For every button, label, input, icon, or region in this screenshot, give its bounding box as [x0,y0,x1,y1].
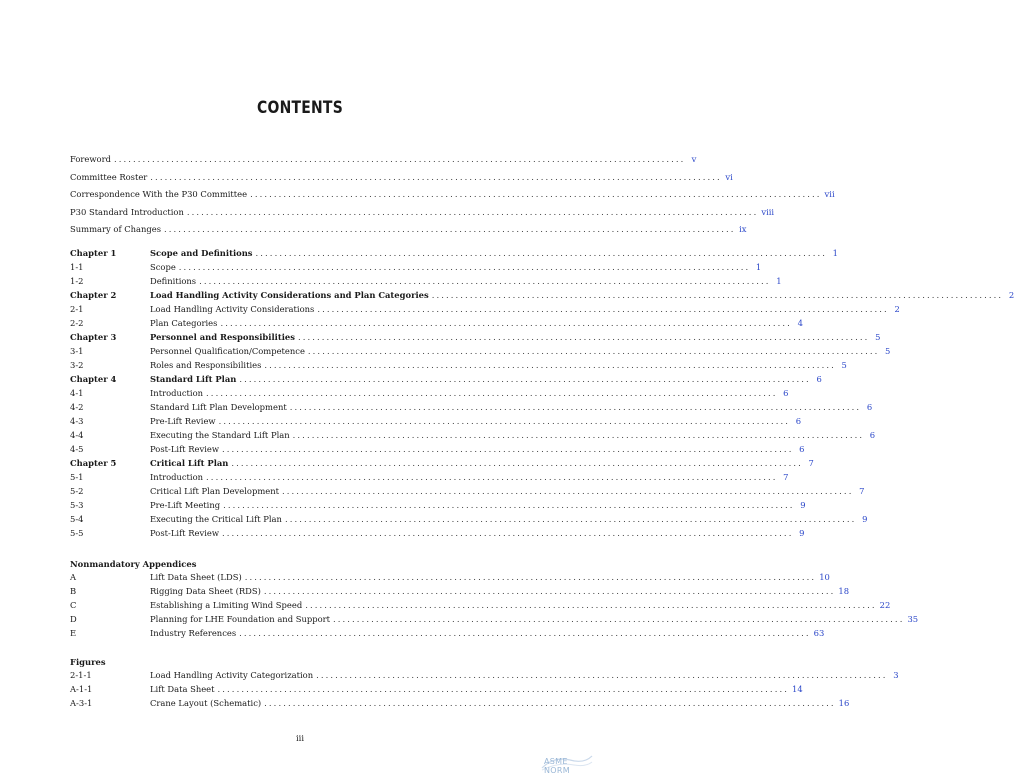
toc-page-link[interactable]: 35 [907,614,919,624]
toc-entry-label[interactable]: Standard Lift Plan Development [150,402,287,412]
dot-leader: ........................................................................................................................ [199,276,771,286]
toc-entry[interactable] [70,344,891,358]
toc-entry[interactable] [70,170,733,184]
dot-leader: ........................................................................................................................ [164,224,736,234]
toc-page-link[interactable]: 6 [795,416,802,426]
dot-leader: ........................................................................................................................ [333,614,905,624]
dot-leader: ........................................................................................................................ [222,528,794,538]
toc-entry-label[interactable]: Load Handling Activity Considerations [150,304,315,314]
toc-entry[interactable] [70,512,868,526]
toc-entry-label[interactable]: Executing the Standard Lift Plan [150,430,290,440]
toc-entry[interactable] [70,400,873,414]
toc-entry-number: 4-3 [70,416,84,426]
toc-entry[interactable] [70,584,850,598]
toc-page-link[interactable]: 22 [879,600,891,610]
toc-entry-number: Chapter 3 [70,332,117,342]
toc-page-link[interactable]: 5 [841,360,847,370]
toc-entry[interactable] [70,316,803,330]
toc-entry-label[interactable]: Establishing a Limiting Wind Speed [150,600,303,610]
toc-entry[interactable] [70,260,762,274]
toc-entry-label[interactable]: Definitions [150,276,197,286]
toc-entry-label[interactable]: Critical Lift Plan Development [150,486,279,496]
toc-page-link[interactable]: 16 [838,698,850,708]
contents-title: CONTENTS [257,98,343,118]
toc-entry[interactable] [70,626,825,640]
toc-entry-number: 5-2 [70,486,84,496]
toc-entry-number: 4-1 [70,388,84,398]
toc-entry-label[interactable]: Lift Data Sheet (LDS) [150,572,242,582]
toc-entry[interactable] [70,696,850,710]
dot-leader: ........................................................................................................................ [292,430,865,440]
page-number: iii [295,733,305,743]
toc-entry[interactable] [70,205,775,219]
asme-norm-watermark [540,752,594,775]
dot-leader: ........................................................................................................................ [282,486,854,496]
toc-entry[interactable] [70,414,802,428]
toc-entry[interactable] [70,246,838,260]
dot-leader: ........................................................................................................................ [289,402,862,412]
toc-entry[interactable] [70,372,822,386]
toc-entry-label[interactable]: Correspondence With the P30 Committee [70,189,248,199]
toc-entry[interactable] [70,668,899,682]
toc-entry-label[interactable]: Post-Lift Review [150,444,219,454]
dot-leader: ........................................................................................................................ [317,304,889,314]
toc-entry-label[interactable]: Industry References [150,628,237,638]
toc-entry[interactable] [70,428,876,442]
toc-page-link[interactable]: 9 [800,500,806,510]
toc-entry[interactable] [70,470,789,484]
toc-entry-number: A [70,572,77,582]
toc-entry-number: 2-2 [70,318,84,328]
dot-leader: ........................................................................................................................ [206,472,778,482]
toc-entry-label[interactable]: Roles and Responsibilities [150,360,262,370]
toc-entry-number: 5-5 [70,528,84,538]
toc-entry-label[interactable]: Personnel Qualification/Competence [150,346,305,356]
toc-entry[interactable] [70,484,865,498]
toc-entry[interactable] [70,302,900,316]
toc-page-link[interactable]: 1 [755,262,762,272]
toc-entry-number: 5-4 [70,514,84,524]
toc-entry[interactable] [70,386,789,400]
toc-entry-number: 3-2 [70,360,84,370]
toc-entry-number: 3-1 [70,346,84,356]
toc-page-link[interactable]: 3 [893,670,899,680]
toc-entry-number: Chapter 2 [70,290,117,300]
dot-leader: ........................................................................................................................ [255,248,827,258]
toc-page-link[interactable]: viii [761,206,775,217]
toc-entry-number: 5-3 [70,500,84,510]
toc-page-link[interactable]: 10 [819,572,830,582]
toc-entry-label[interactable]: Standard Lift Plan [150,374,237,384]
toc-entry-number: 4-5 [70,444,84,454]
dot-leader: ........................................................................................................................ [284,514,857,524]
dot-leader: ........................................................................................................................ [316,670,888,680]
toc-entry-number: 5-1 [70,472,84,482]
toc-entry[interactable] [70,570,830,584]
toc-page-link[interactable]: ix [739,224,747,234]
dot-leader: ........................................................................................................................ [178,262,751,272]
toc-entry-label[interactable]: Lift Data Sheet [150,684,215,694]
toc-page-link[interactable]: 14 [791,684,803,694]
toc-entry[interactable] [70,187,835,201]
toc-entry[interactable] [70,456,814,470]
toc-page-link[interactable]: v [691,154,697,164]
toc-entry-number: 1-2 [70,276,84,286]
toc-page-link[interactable]: 4 [797,318,803,328]
dot-leader: ........................................................................................................................ [263,586,836,596]
toc-entry-number: Chapter 5 [70,458,117,468]
toc-page-link[interactable]: 6 [816,374,822,384]
toc-entry-number: 4-2 [70,402,84,412]
toc-entry-number: E [70,628,77,638]
toc-entry[interactable] [70,526,805,540]
dot-leader: ........................................................................................................................ [220,318,792,328]
toc-entry-label[interactable]: Post-Lift Review [150,528,219,538]
toc-entry-number: Chapter 4 [70,374,117,384]
dot-leader: ........................................................................................................................ [218,416,791,426]
toc-page-link[interactable]: 7 [859,486,865,496]
toc-entry[interactable] [70,274,782,288]
toc-entry-label[interactable]: Scope and Definitions [150,248,253,258]
toc-entry-label[interactable]: Plan Categories [150,318,218,328]
toc-entry-label[interactable]: Load Handling Activity Categorization [150,670,314,680]
dot-leader: ........................................................................................................................ [186,206,759,217]
toc-entry-label[interactable]: Critical Lift Plan [150,458,229,468]
dot-leader: ........................................................................................................................ [239,374,811,384]
figures-heading: Figures [70,657,106,667]
toc-entry-number: B [70,586,77,596]
watermark-text: ASME NORM [544,757,570,775]
dot-leader: ........................................................................................................................ [217,684,789,694]
dot-leader: ........................................................................................................................ [244,572,817,582]
toc-page-link[interactable]: vii [824,189,835,199]
dot-leader: ........................................................................................................................ [113,154,686,164]
toc-entry[interactable] [70,442,805,456]
dot-leader: ........................................................................................................................ [222,444,794,454]
toc-entry-number: Chapter 1 [70,248,117,258]
toc-page-link[interactable]: 7 [808,458,814,468]
toc-entry[interactable] [70,222,747,236]
toc-page-link[interactable]: 7 [783,472,789,482]
appendices-heading: Nonmandatory Appendices [70,559,197,569]
dot-leader: ........................................................................................................................ [250,189,822,199]
toc-page-link[interactable]: 2 [894,304,900,314]
toc-entry[interactable] [70,152,697,166]
toc-entry[interactable] [70,358,847,372]
toc-entry[interactable] [70,598,891,612]
dot-leader: ........................................................................................................................ [264,698,836,708]
dot-leader: ........................................................................................................................ [231,458,803,468]
toc-page-link[interactable]: vi [725,171,733,182]
toc-page-link[interactable]: 6 [799,444,805,454]
toc-entry[interactable] [70,612,919,626]
toc-entry[interactable] [70,330,881,344]
toc-page-link[interactable]: 1 [776,276,782,286]
toc-entry-label[interactable]: Planning for LHE Foundation and Support [150,614,330,624]
toc-entry-number: D [70,614,77,624]
toc-entry-label[interactable]: Introduction [150,388,204,398]
toc-entry-label[interactable]: Pre-Lift Meeting [150,500,221,510]
toc-page-link[interactable]: 9 [862,514,868,524]
toc-entry-label[interactable]: Introduction [150,472,204,482]
dot-leader: ........................................................................................................................ [431,290,1004,300]
toc-page-link[interactable]: 63 [813,628,825,638]
toc-entry-label[interactable]: Foreword [70,154,111,164]
dot-leader: ........................................................................................................................ [239,628,811,638]
toc-entry-number: 2-1-1 [70,670,92,680]
toc-entry[interactable] [70,288,1014,302]
toc-page-link[interactable]: 5 [885,346,891,356]
toc-entry-number: C [70,600,77,610]
toc-entry-label[interactable]: Committee Roster [70,171,148,182]
toc-entry-label[interactable]: P30 Standard Introduction [70,206,184,217]
toc-entry-label[interactable]: Load Handling Activity Considerations and Plan Categories [150,290,429,300]
toc-entry[interactable] [70,498,806,512]
toc-entry-number: 4-4 [70,430,84,440]
toc-page-link[interactable]: 1 [832,248,838,258]
dot-leader: ........................................................................................................................ [307,346,880,356]
toc-entry-number: A-1-1 [70,684,93,694]
toc-page-link[interactable]: 6 [783,388,789,398]
toc-entry-label[interactable]: Scope [150,262,176,272]
dot-leader: ........................................................................................................................ [206,388,778,398]
toc-entry-label[interactable]: Personnel and Responsibilities [150,332,295,342]
dot-leader: ........................................................................................................................ [150,171,722,182]
toc-page-link[interactable]: 2 [1008,290,1014,300]
toc-page-link[interactable]: 6 [869,430,876,440]
dot-leader: ........................................................................................................................ [223,500,795,510]
toc-entry-label[interactable]: Summary of Changes [70,224,162,234]
toc-page-link[interactable]: 9 [799,528,805,538]
toc-entry-label[interactable]: Crane Layout (Schematic) [150,698,262,708]
toc-entry-number: A-3-1 [70,698,93,708]
toc-page-link[interactable]: 5 [875,332,881,342]
toc-page-link[interactable]: 6 [866,402,873,412]
dot-leader: ........................................................................................................................ [297,332,870,342]
toc-entry-label[interactable]: Executing the Critical Lift Plan [150,514,282,524]
dot-leader: ........................................................................................................................ [264,360,836,370]
toc-page-link[interactable]: 18 [838,586,850,596]
dot-leader: ........................................................................................................................ [305,600,877,610]
toc-entry[interactable] [70,682,803,696]
toc-entry-label[interactable]: Pre-Lift Review [150,416,216,426]
toc-entry-number: 1-1 [70,262,84,272]
toc-entry-number: 2-1 [70,304,84,314]
toc-entry-label[interactable]: Rigging Data Sheet (RDS) [150,586,261,596]
